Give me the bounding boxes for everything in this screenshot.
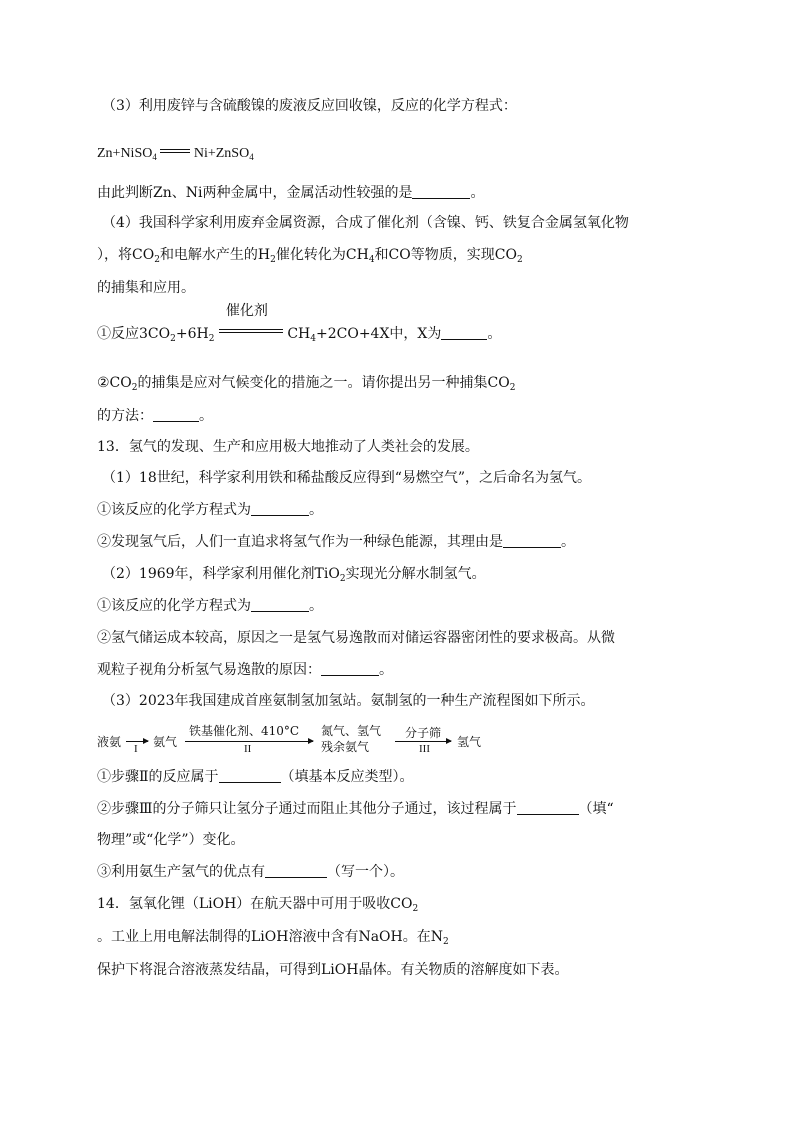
q12-sub2: $②CO_2$的捕集是应对气候变化的措施之一。请你提出另一种捕集$CO_2$ bbox=[97, 375, 516, 393]
flow-start-liquid-ammonia: 液氨 bbox=[97, 735, 122, 749]
answer-blank[interactable] bbox=[503, 533, 561, 548]
q13-part2-sub1: ①该反应的化学方程式为 。 bbox=[97, 598, 323, 614]
q13-stem: 13．氢气的发现、生产和应用极大地推动了人类社会的发展。 bbox=[97, 439, 479, 455]
answer-blank[interactable] bbox=[517, 800, 579, 815]
ammonia-hydrogen-flow-diagram bbox=[97, 719, 517, 759]
answer-blank[interactable] bbox=[219, 768, 281, 783]
q13-part1-sub2: ②发现氢气后，人们一直追求将氢气作为一种绿色能源，其理由是 。 bbox=[97, 534, 575, 550]
answer-blank[interactable] bbox=[153, 407, 199, 422]
flow-arrow-1 bbox=[126, 741, 148, 742]
q13-part1-sub1: ①该反应的化学方程式为 。 bbox=[97, 502, 323, 518]
equation-zn-niso4: Zn+NiSO$_4$ Ni+ZnSO$_4$ bbox=[97, 146, 254, 162]
flow-mixture-top: 氮气、氢气 bbox=[321, 724, 382, 738]
q12-sub2-line2: 的方法： 。 bbox=[97, 408, 213, 424]
q14-line2: 。工业上用电解法制得的LiOH溶液中含有NaOH。在$N_2$ bbox=[97, 929, 449, 947]
flow-mixture-bottom: 残余氨气 bbox=[321, 740, 370, 754]
flow-step-3: III bbox=[419, 743, 430, 755]
flow-step-2: II bbox=[244, 743, 252, 755]
flow-arrow-3 bbox=[395, 741, 451, 742]
flow-end-hydrogen: 氢气 bbox=[457, 735, 482, 749]
answer-blank[interactable] bbox=[321, 661, 379, 676]
q13-part3-sub2-line1: ②步骤Ⅲ的分子筛只让氢分子通过而阻止其他分子通过，该过程属于 （填“ bbox=[97, 801, 614, 817]
q13-part1: （1）18世纪，科学家利用铁和稀盐酸反应得到“易燃空气”，之后命名为氢气。 bbox=[102, 470, 592, 486]
equals-sign bbox=[160, 149, 190, 153]
answer-blank[interactable] bbox=[412, 184, 470, 199]
flow-ammonia-gas: 氨气 bbox=[153, 735, 178, 749]
q13-part3-sub1: ①步骤Ⅱ的反应属于 （填基本反应类型）。 bbox=[97, 769, 414, 785]
reaction-arrow-catalyst: 催化剂 bbox=[219, 324, 283, 338]
q13-part2-sub2-line2: 观粒子视角分析氢气易逸散的原因： 。 bbox=[97, 662, 393, 678]
q12-part4-line3: 的捕集和应用。 bbox=[97, 280, 195, 296]
q14-line1: 14．氢氧化锂（LiOH）在航天器中可用于吸收$CO_2$ bbox=[97, 896, 419, 914]
q13-part3-sub3: ③利用氨生产氢气的优点有 （写一个）。 bbox=[97, 864, 404, 880]
q13-part3-sub2-line2: 物理”或“化学”）变化。 bbox=[97, 832, 245, 848]
answer-blank[interactable] bbox=[251, 501, 309, 516]
flow-condition-3: 分子筛 bbox=[405, 726, 442, 740]
q14-line3: 保护下将混合溶液蒸发结晶，可得到LiOH晶体。有关物质的溶解度如下表。 bbox=[97, 962, 569, 978]
q12-part3-intro: （3）利用废锌与含硫酸镍的废液反应回收镍，反应的化学方程式： bbox=[102, 98, 517, 114]
q12-part4-line2: ），将$CO_2$和电解水产生的$H_2$催化转化为$CH_4$和CO等物质，实现$CO_2$ bbox=[97, 247, 523, 265]
q13-part2: （2）1969年，科学家利用催化剂TiO$_2$实现光分解水制氢气。 bbox=[102, 566, 486, 584]
q12-part3-question: 由此判断Zn、Ni两种金属中，金属活动性较强的是 。 bbox=[97, 185, 485, 201]
answer-blank[interactable] bbox=[441, 325, 487, 340]
answer-blank[interactable] bbox=[251, 597, 309, 612]
flow-condition-2: 铁基催化剂、410°C bbox=[189, 724, 300, 738]
q12-sub1: ①反应$3CO_2+6H_2$ 催化剂 $CH_4+2CO+4X$中，X为 。 bbox=[97, 303, 502, 344]
flow-arrow-2 bbox=[185, 741, 313, 742]
q12-part4-line1: （4）我国科学家利用废弃金属资源，合成了催化剂（含镍、钙、铁复合金属氢氧化物 bbox=[102, 215, 629, 231]
q13-part2-sub2-line1: ②氢气储运成本较高，原因之一是氢气易逸散而对储运容器密闭性的要求极高。从微 bbox=[97, 630, 615, 646]
answer-blank[interactable] bbox=[265, 863, 327, 878]
q13-part3: （3）2023年我国建成首座氨制氢加氢站。氨制氢的一种生产流程图如下所示。 bbox=[102, 693, 595, 709]
flow-step-1: I bbox=[134, 743, 138, 755]
